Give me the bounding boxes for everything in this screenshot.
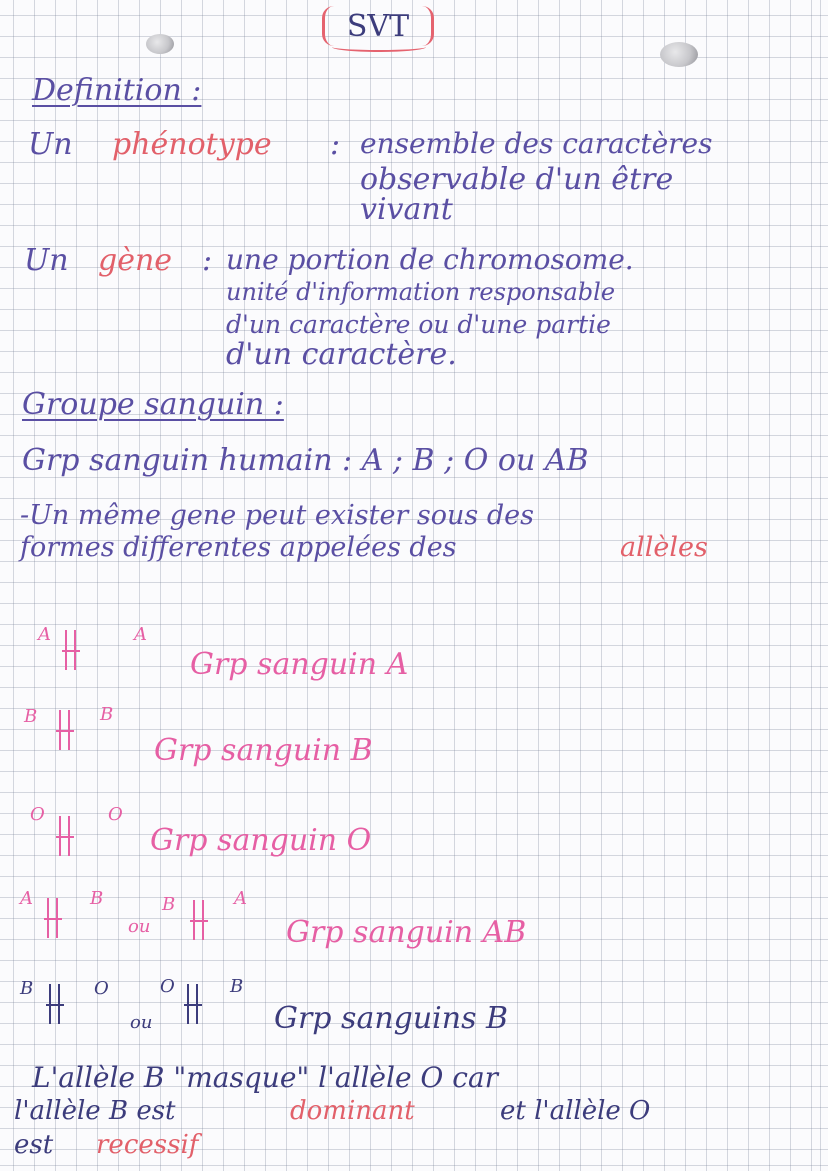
allele-label: B — [230, 976, 244, 997]
phenotype-line-2: observable d'un être — [360, 162, 674, 197]
genotype-label: Grp sanguin O — [150, 823, 372, 858]
genotype-label: Grp sanguins B — [274, 1001, 509, 1036]
gene-line-4: d'un caractère. — [226, 337, 457, 372]
or-label: ou — [128, 916, 151, 937]
gene-line-3: d'un caractère ou d'une partie — [226, 310, 611, 339]
genotype-label: Grp sanguin AB — [286, 915, 527, 950]
genotype-label: Grp sanguin A — [190, 647, 409, 682]
genotype-label: Grp sanguin B — [154, 733, 373, 768]
chromosome-pair-icon — [46, 984, 64, 1024]
allele-label: O — [30, 804, 45, 825]
recessive-word: recessif — [96, 1130, 199, 1160]
phenotype-line-1: ensemble des caractères — [360, 127, 713, 160]
phenotype-term: phénotype — [112, 127, 272, 162]
chromosome-pair-icon — [56, 710, 74, 750]
conclusion-line-3-prefix: est — [14, 1130, 54, 1160]
conclusion-line-1: L'allèle B "masque" l'allèle O car — [32, 1061, 499, 1094]
groupe-heading: Groupe sanguin : — [22, 387, 284, 422]
allele-label: A — [38, 624, 51, 645]
conclusion-line-2-prefix: l'allèle B est — [14, 1096, 176, 1126]
conclusion-line-2-suffix: et l'allèle O — [500, 1096, 651, 1126]
allele-label: B — [100, 704, 114, 725]
phenotype-colon: : — [330, 127, 341, 162]
alleles-line-1: -Un même gene peut exister sous des — [20, 500, 534, 531]
alleles-line-2-prefix: formes differentes appelées des — [20, 532, 457, 563]
allele-label: B — [20, 978, 34, 999]
punch-hole-right — [660, 42, 698, 67]
gene-term: gène — [98, 243, 173, 278]
allele-label: A — [20, 888, 33, 909]
gene-line-2: unité d'information responsable — [226, 278, 616, 306]
chromosome-pair-icon — [184, 984, 202, 1024]
dominant-word: dominant — [290, 1096, 415, 1126]
chromosome-pair-icon — [56, 816, 74, 856]
allele-label: B — [162, 894, 176, 915]
allele-label: A — [134, 624, 147, 645]
or-label: ou — [130, 1012, 153, 1033]
allele-label: O — [94, 978, 109, 999]
alleles-word: allèles — [620, 532, 708, 563]
gene-line-1: une portion de chromosome. — [226, 243, 634, 276]
allele-label: B — [90, 888, 104, 909]
gene-prefix: Un — [24, 243, 69, 278]
chromosome-pair-icon — [62, 630, 80, 670]
allele-label: O — [108, 804, 123, 825]
phenotype-prefix: Un — [28, 127, 73, 162]
title-underline — [332, 42, 426, 52]
human-groups: Grp sanguin humain : A ; B ; O ou AB — [22, 443, 589, 478]
allele-label: O — [160, 976, 175, 997]
gene-colon: : — [202, 243, 213, 278]
page-title: SVT — [322, 6, 434, 46]
allele-label: B — [24, 706, 38, 727]
chromosome-pair-icon — [190, 900, 208, 940]
allele-label: A — [234, 888, 247, 909]
punch-hole-left — [146, 34, 174, 54]
phenotype-line-3: vivant — [360, 192, 453, 227]
chromosome-pair-icon — [44, 898, 62, 938]
definition-heading: Definition : — [32, 73, 202, 108]
